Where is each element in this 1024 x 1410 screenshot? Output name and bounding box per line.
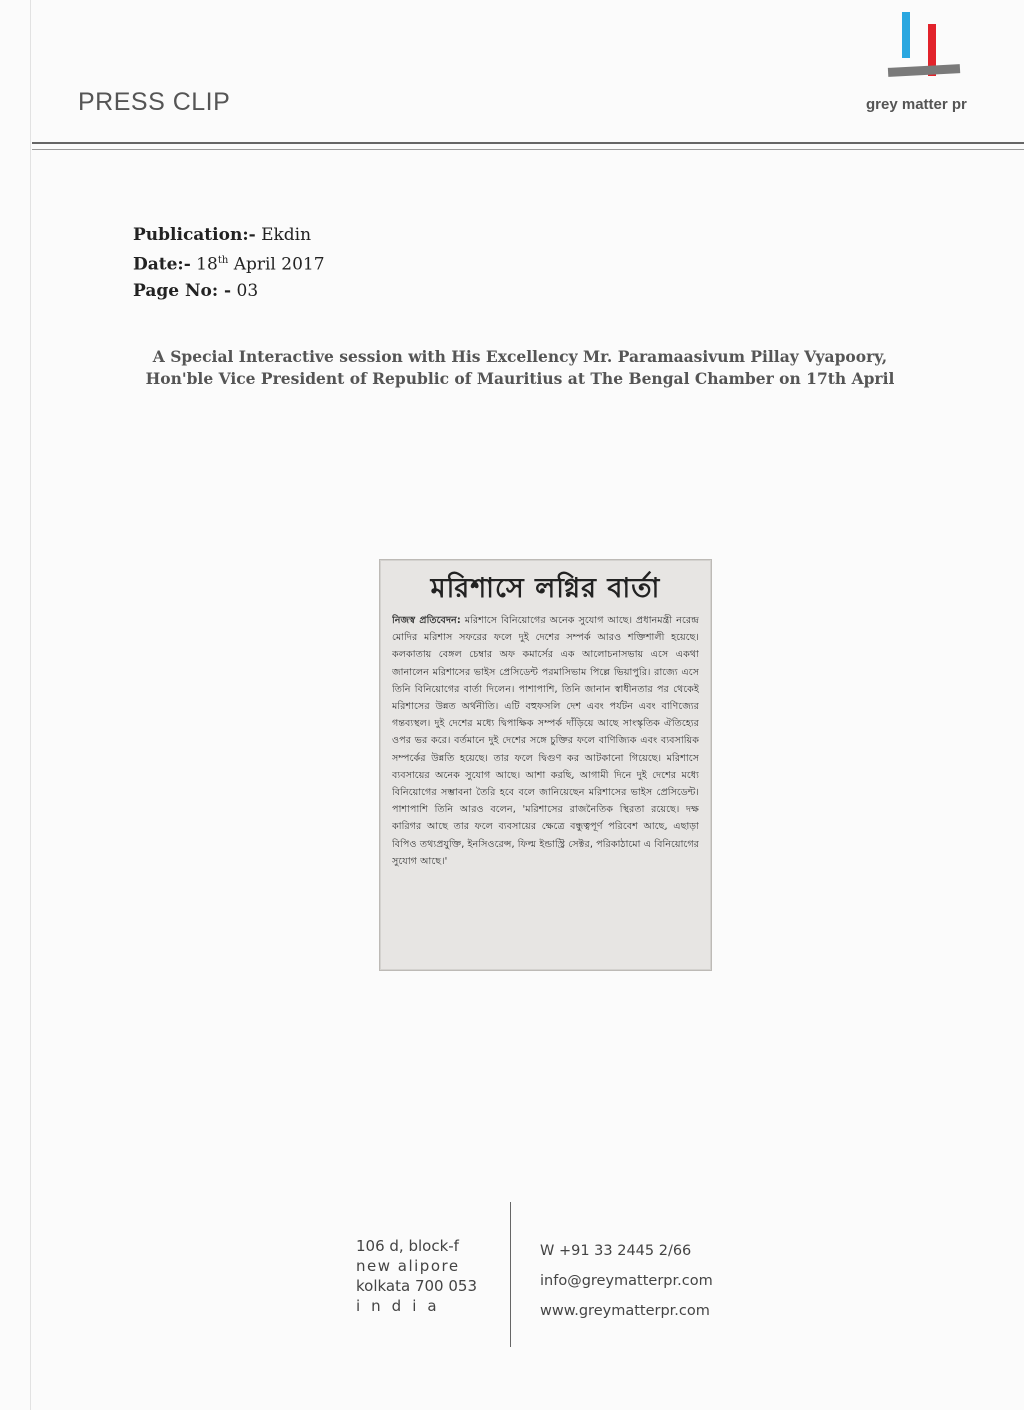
page-title: PRESS CLIP: [78, 88, 231, 116]
publication-value: Ekdin: [261, 225, 312, 245]
event-headline: [120, 346, 920, 390]
page-value: 03: [236, 280, 259, 301]
page-label: Page No: -: [133, 280, 232, 301]
clipping-lead: নিজস্ব প্রতিবেদন:: [392, 615, 461, 626]
clipping-text: মরিশাসে বিনিয়োগের অনেক সুযোগ আছে। প্রধানমন্ত্রী নরেন্দ্র মোদির মরিশাস সফরের ফলে দুই দেশের সম্পর্ক আরও শক্তিশালী হয়েছে। কলকাতায় বেঙ্গল চেম্বার অফ কমার্সের এক আলোচনাসভায় এসে একথা জানালেন মরিশাসের ভাইস প্রেসিডেন্ট পরমাসিভাম পিল্লে ভিয়াপুরি। রাজ্যে এসে তিনি বিনিয়োগের বার্তা দিলেন। পাশাপাশি, তিনি জানান স্বাধীনতার পর থেকেই মরিশাসের উন্নত অর্থনীতি। এটি বহুফসলি দেশ এবং পর্যটন এবং বাণিজ্যের গন্তব্যস্থল। দুই দেশের মধ্যে দ্বিপাক্ষিক সম্পর্ক দাঁড়িয়ে আছে সাংস্কৃতিক ঐতিহ্যের ওপর ভর করে। বর্তমানে দুই দেশের সঙ্গে চুক্তির ফলে বাণিজ্যিক এবং ব্যবসায়িক সম্পর্কের উন্নতি হয়েছে। তার ফলে দ্বিগুণ কর আটকানো গিয়েছে। মরিশাসে ব্যবসায়ের অনেক সুযোগ আছে। আশা করছি, আগামী দিনে দুই দেশের মধ্যে বিনিয়োগের সম্ভাবনা তৈরি হবে বলে জানিয়েছেন মরিশাসের ভাইস প্রেসিডেন্ট। পাশাপাশি তিনি আরও বলেন, 'মরিশাসের রাজনৈতিক স্থিরতা রয়েছে। দক্ষ কারিগর আছে তার ফলে ব্যবসায়ের ক্ষেত্রে বন্ধুত্বপূর্ণ পরিবেশ আছে, এছাড়া বিপিও তথ্যপ্রযুক্তি, ইনসিওরেন্স, ফিল্ম ইন্ডাস্ট্রি সেক্টর, পরিকাঠামো এ বিনিয়োগের সুযোগ আছে।': [392, 615, 699, 867]
address-line-2: new alipore: [356, 1257, 460, 1275]
page-row: [133, 278, 325, 304]
brand-name: grey matter pr: [866, 96, 967, 113]
footer-divider: [510, 1202, 511, 1347]
publication-details: [133, 222, 325, 304]
phone-number: W +91 33 2445 2/66: [540, 1243, 692, 1259]
footer-address: [356, 1236, 477, 1316]
address-line-3: kolkata 700 053: [356, 1277, 477, 1295]
header-divider-thin: [32, 149, 1024, 150]
clipping-body: [392, 612, 699, 962]
headline-line-1: A Special Interactive session with His Excellency Mr. Paramaasivum Pillay Vyapoory,: [152, 347, 888, 366]
header-divider: [32, 142, 1024, 144]
publication-label: Publication:-: [133, 225, 256, 245]
address-line-4: india: [356, 1297, 448, 1315]
headline-line-2: Hon'ble Vice President of Republic of Mauritius at The Bengal Chamber on 17th April: [145, 369, 895, 388]
newspaper-clipping: [379, 559, 712, 971]
clipping-title: মরিশাসে লগ্নির বার্তা: [430, 573, 661, 604]
date-rest: April 2017: [233, 254, 325, 275]
website-link[interactable]: www.greymatterpr.com: [540, 1303, 710, 1319]
footer-contact: [540, 1236, 713, 1326]
email-address[interactable]: info@greymatterpr.com: [540, 1273, 713, 1289]
date-suffix: th: [217, 255, 229, 266]
date-row: [133, 248, 325, 278]
date-day: 18: [196, 254, 218, 275]
grey-matter-logo-icon: [884, 10, 964, 82]
publication-row: [133, 222, 325, 248]
date-label: Date:-: [133, 254, 191, 275]
sheet-edge: [30, 0, 31, 1410]
address-line-1: 106 d, block-f: [356, 1237, 459, 1255]
